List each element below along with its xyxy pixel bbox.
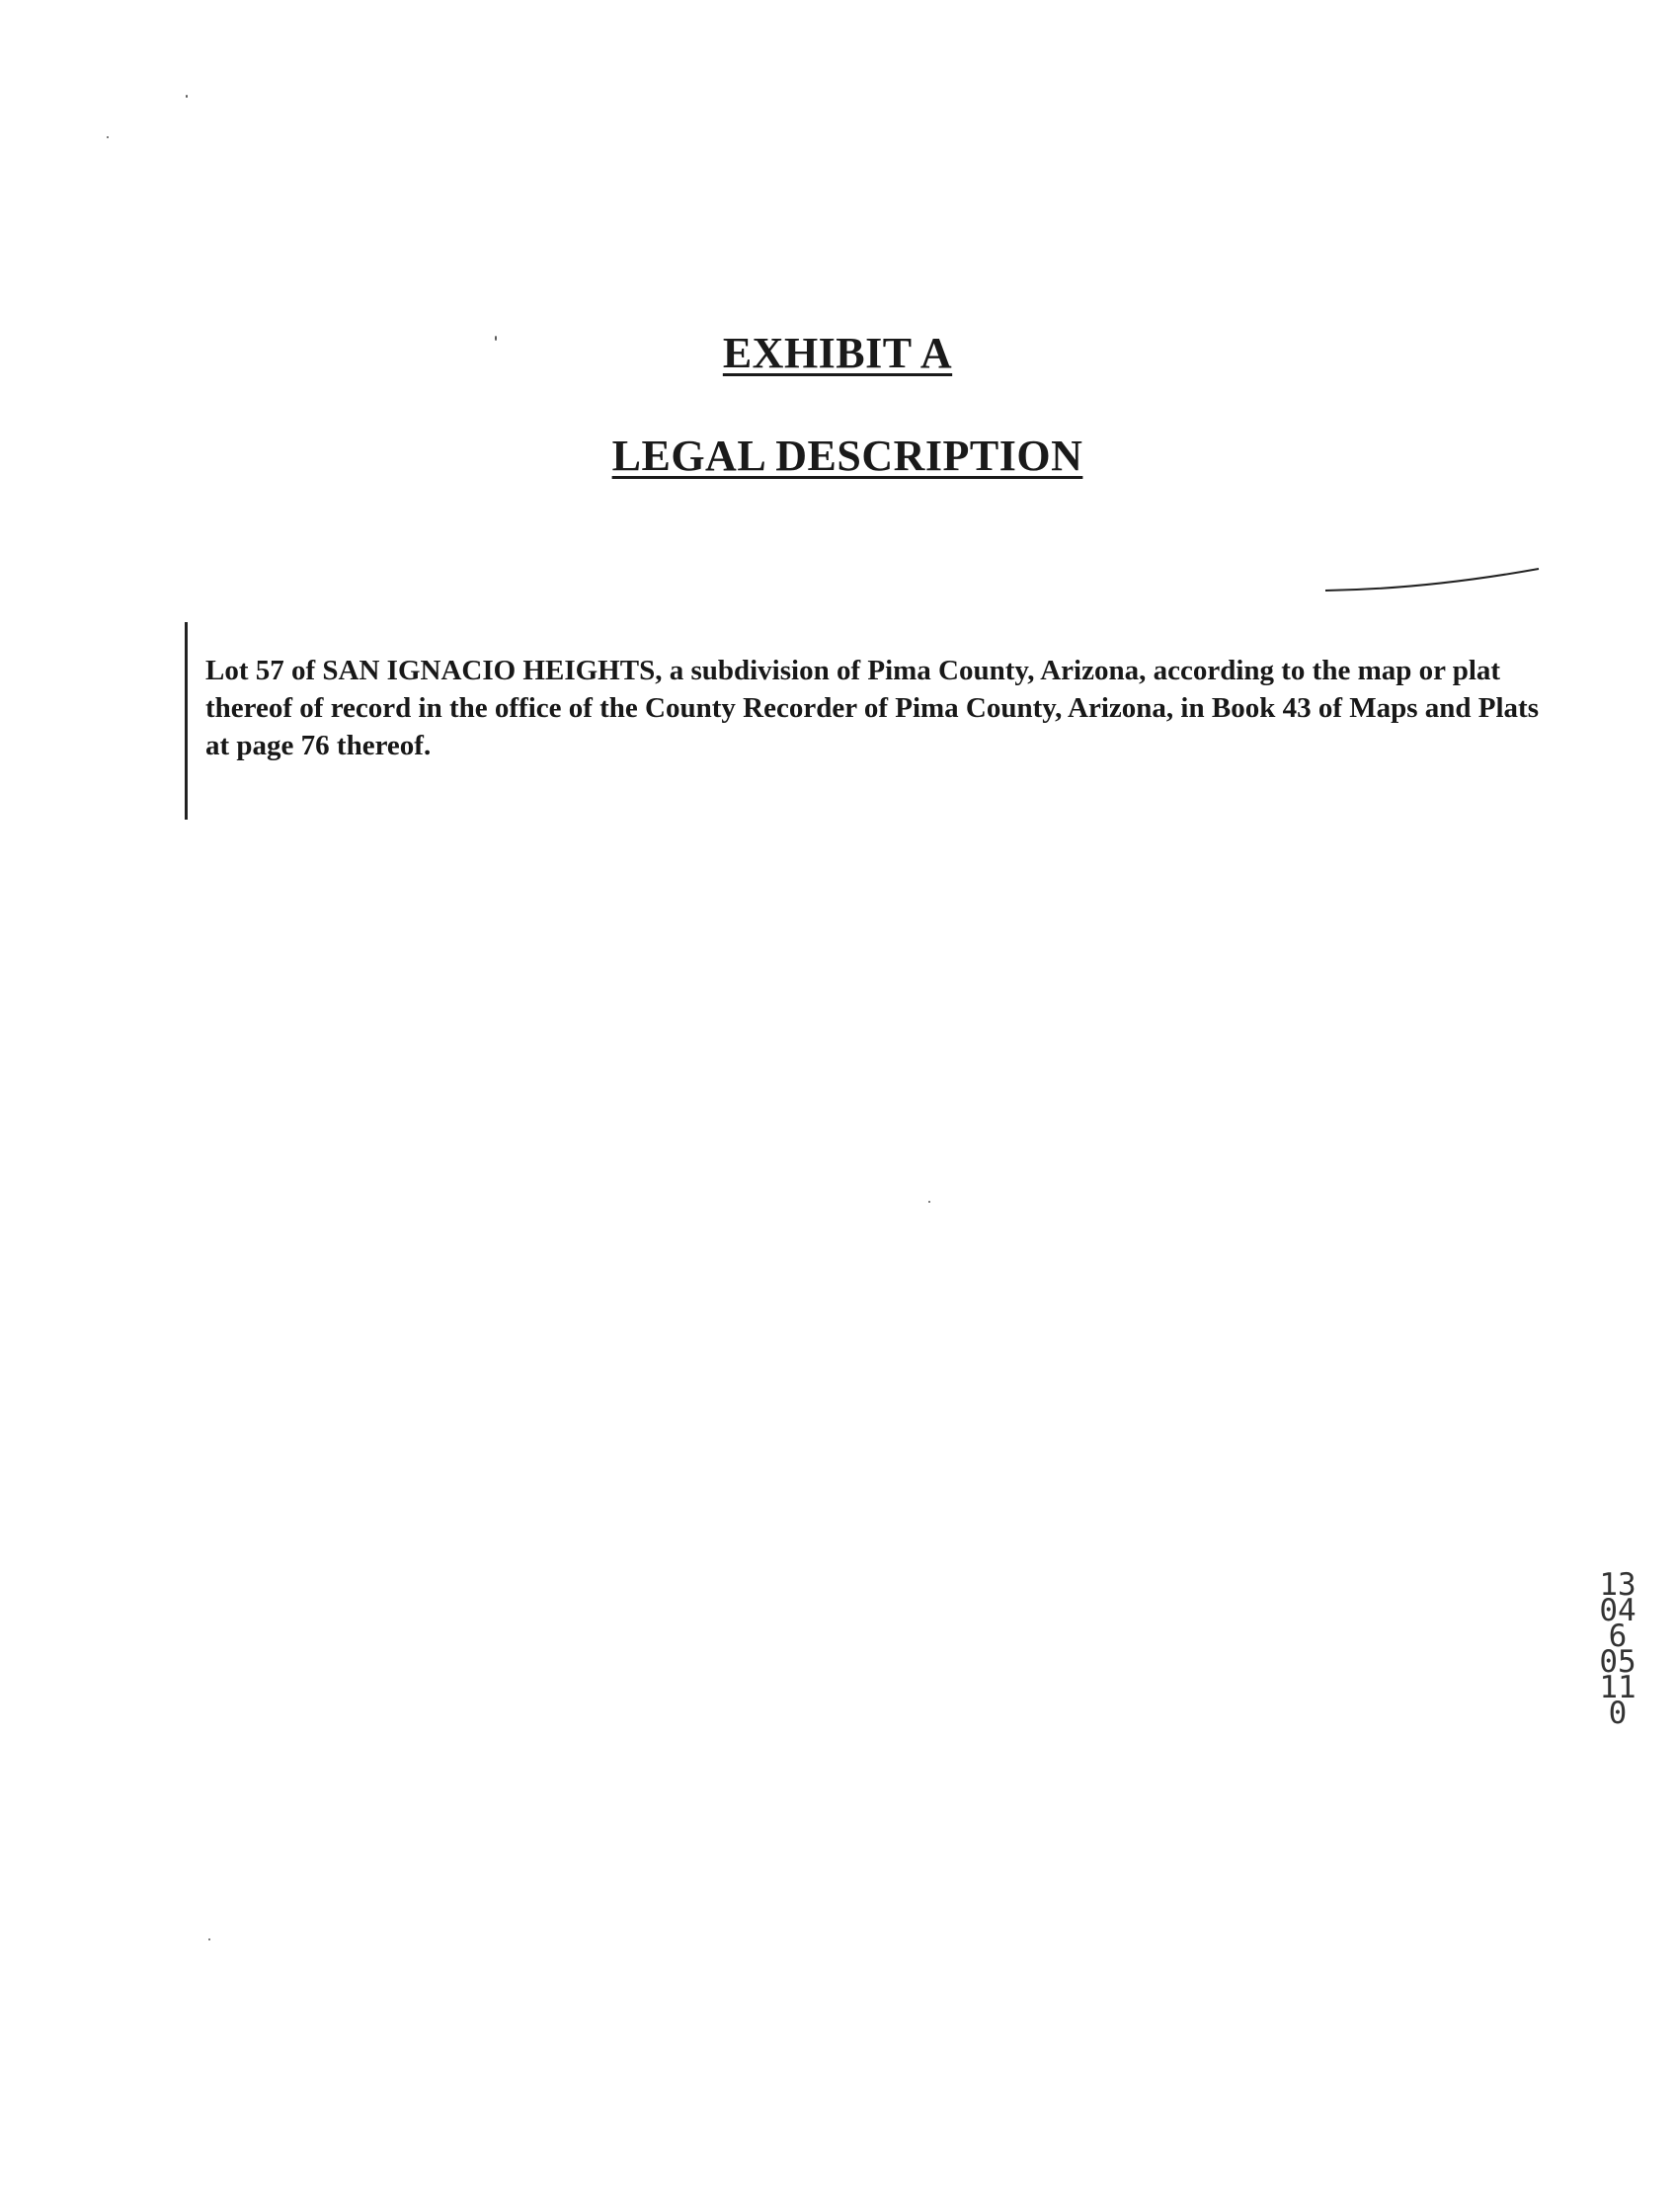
scan-speck <box>495 336 497 341</box>
legal-description-body <box>205 652 1549 764</box>
exhibit-title-text: EXHIBIT A <box>722 329 953 377</box>
pen-stroke-mark <box>1323 565 1541 594</box>
scan-speck <box>107 136 109 138</box>
recording-number: 13046 05110 <box>1599 1567 1636 1731</box>
scan-speck <box>186 95 188 98</box>
scan-speck <box>208 1938 210 1940</box>
scan-speck <box>928 1201 930 1203</box>
exhibit-title <box>0 328 1675 378</box>
section-title-text: LEGAL DESCRIPTION <box>611 432 1083 480</box>
legal-description-paragraph: Lot 57 of SAN IGNACIO HEIGHTS, a subdivision of Pima County, Arizona, according to the map or plat thereof of record in the office of the County Recorder of Pima County, Arizona, in Book 43 of Maps and Plats at page 76 thereof. <box>205 655 1540 761</box>
margin-bar <box>185 622 188 820</box>
section-title <box>10 431 1675 481</box>
